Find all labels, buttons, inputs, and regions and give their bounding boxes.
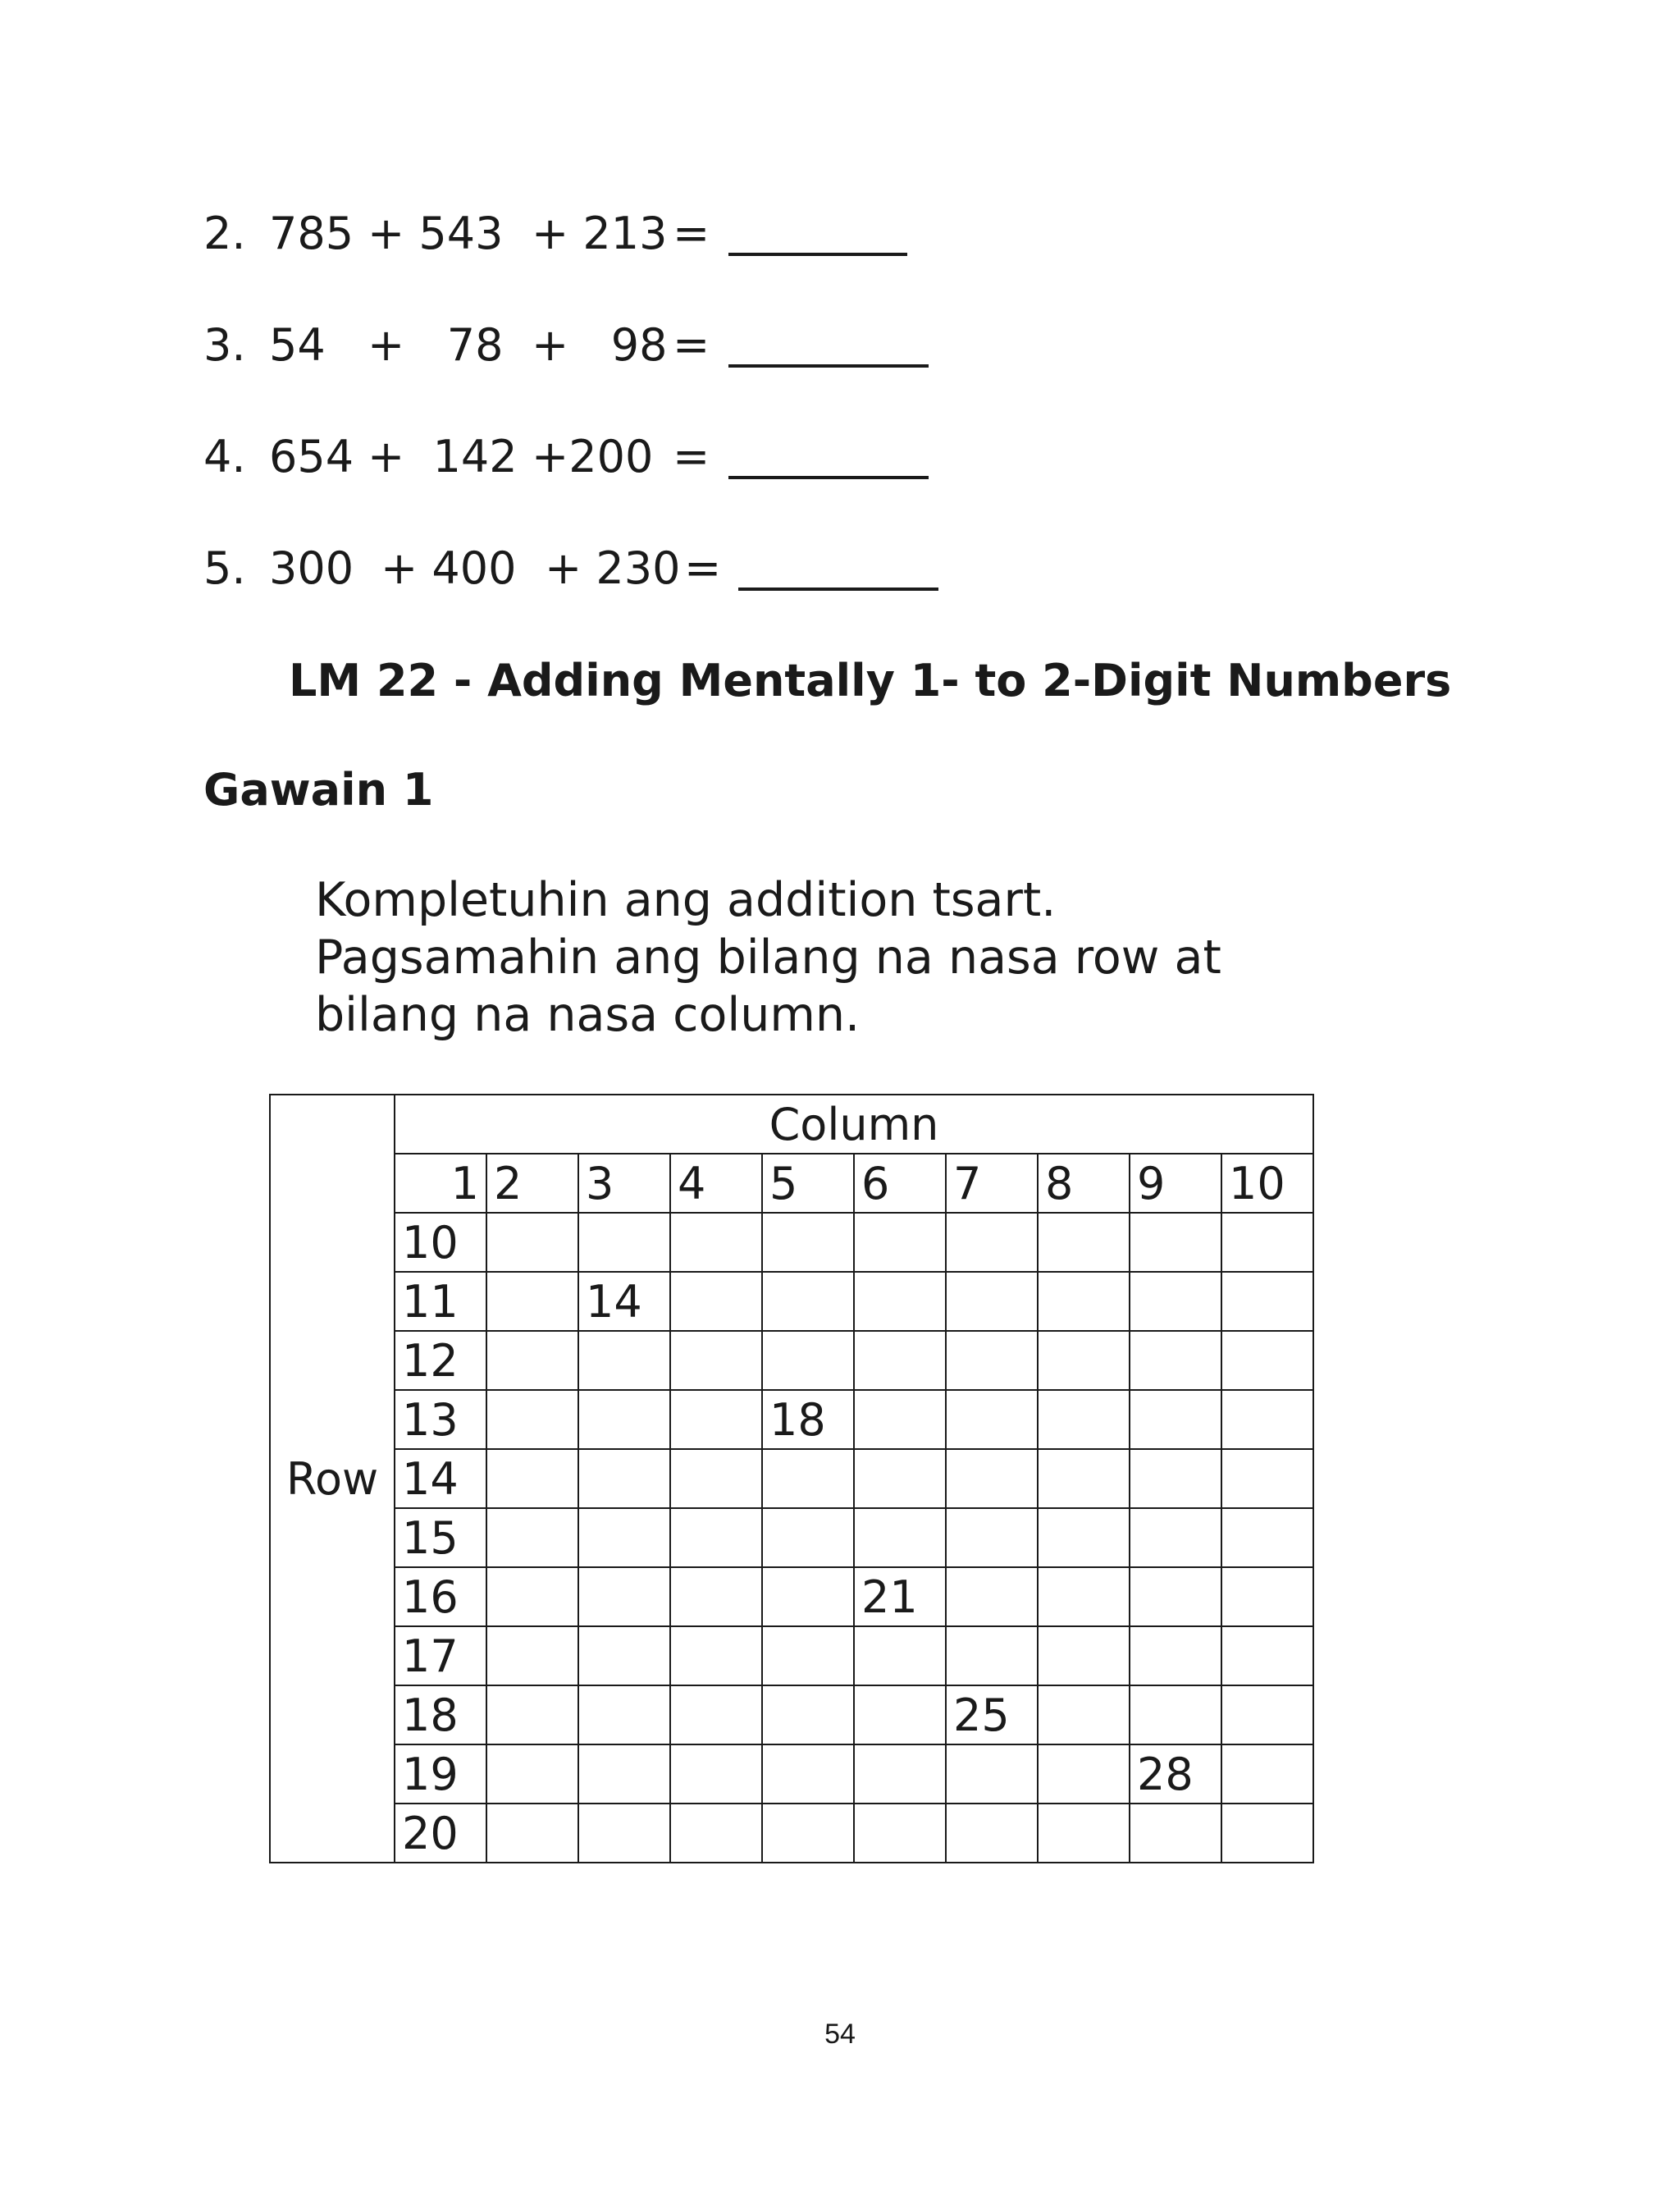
chart-cell[interactable] [670, 1685, 762, 1744]
equals-sign: = [673, 431, 710, 482]
chart-cell[interactable] [946, 1567, 1038, 1626]
problem-number: 4. [203, 431, 246, 482]
activity-title: Gawain 1 [203, 764, 434, 816]
chart-cell[interactable] [670, 1390, 762, 1449]
chart-cell[interactable] [946, 1272, 1038, 1331]
chart-cell[interactable] [1221, 1508, 1313, 1567]
column-header: 10 [1221, 1154, 1313, 1213]
addend: + 400 [381, 542, 517, 594]
addend: + 543 [368, 208, 504, 259]
addend: + 213 [532, 208, 668, 259]
chart-cell[interactable] [578, 1804, 670, 1863]
equals-sign: = [673, 319, 710, 371]
chart-cell[interactable] [670, 1744, 762, 1804]
chart-cell[interactable] [486, 1449, 578, 1508]
chart-cell[interactable] [1221, 1390, 1313, 1449]
column-label: Column [395, 1095, 1313, 1154]
column-header: 4 [670, 1154, 762, 1213]
chart-cell[interactable] [578, 1213, 670, 1272]
addend: 654 [269, 431, 354, 482]
table-row [270, 1567, 1313, 1626]
problem-5 [203, 540, 942, 597]
row-header: 18 [395, 1685, 486, 1744]
chart-cell[interactable] [578, 1744, 670, 1804]
chart-cell[interactable] [1038, 1626, 1130, 1685]
chart-cell[interactable] [1130, 1449, 1221, 1508]
chart-cell[interactable] [578, 1508, 670, 1567]
chart-body [270, 1095, 1313, 1863]
problem-number: 3. [203, 319, 246, 371]
chart-cell[interactable] [670, 1213, 762, 1272]
column-header: 5 [762, 1154, 854, 1213]
instruction-text: Kompletuhin ang addition tsart. Pagsamahin ang bilang na nasa row at bilang na nasa column. [315, 873, 1221, 1042]
answer-blank[interactable] [728, 364, 929, 368]
chart-cell[interactable] [762, 1213, 854, 1272]
chart-cell[interactable] [670, 1567, 762, 1626]
row-header: 12 [395, 1331, 486, 1390]
column-header: 9 [1130, 1154, 1221, 1213]
row-header: 15 [395, 1508, 486, 1567]
problem-2 [203, 205, 942, 263]
chart-cell[interactable] [486, 1626, 578, 1685]
column-header: 3 [578, 1154, 670, 1213]
chart-cell[interactable] [1130, 1508, 1221, 1567]
chart-cell[interactable] [946, 1390, 1038, 1449]
chart-cell[interactable] [486, 1567, 578, 1626]
row-header: 11 [395, 1272, 486, 1331]
chart-cell[interactable] [486, 1272, 578, 1331]
column-header: 7 [946, 1154, 1038, 1213]
chart-cell[interactable] [854, 1626, 946, 1685]
chart-cell[interactable] [946, 1626, 1038, 1685]
chart-cell[interactable] [670, 1508, 762, 1567]
chart-cell[interactable] [946, 1804, 1038, 1863]
chart-cell[interactable] [1130, 1626, 1221, 1685]
chart-cell[interactable] [762, 1804, 854, 1863]
chart-cell[interactable] [854, 1449, 946, 1508]
answer-blank[interactable] [738, 588, 938, 591]
chart-cell[interactable] [486, 1508, 578, 1567]
problem-3 [203, 317, 942, 374]
chart-cell[interactable] [486, 1685, 578, 1744]
table-row [270, 1213, 1313, 1272]
row-label: Row [270, 1095, 395, 1863]
equals-sign: = [673, 208, 710, 259]
row-header: 10 [395, 1213, 486, 1272]
column-header: 6 [854, 1154, 946, 1213]
chart-cell[interactable] [854, 1272, 946, 1331]
lesson-title: LM 22 - Adding Mentally 1- to 2-Digit Numbers [289, 655, 1452, 706]
row-header: 17 [395, 1626, 486, 1685]
chart-cell[interactable] [486, 1744, 578, 1804]
chart-cell[interactable]: 21 [854, 1567, 946, 1626]
chart-cell[interactable] [1130, 1331, 1221, 1390]
table-row [270, 1804, 1313, 1863]
chart-cell[interactable] [486, 1213, 578, 1272]
chart-cell[interactable] [1038, 1744, 1130, 1804]
chart-cell[interactable] [578, 1390, 670, 1449]
table-row [270, 1449, 1313, 1508]
chart-cell[interactable] [1038, 1272, 1130, 1331]
chart-cell[interactable] [578, 1685, 670, 1744]
answer-blank[interactable] [728, 476, 929, 479]
chart-cell[interactable] [854, 1508, 946, 1567]
table-row [270, 1331, 1313, 1390]
row-header: 20 [395, 1804, 486, 1863]
addend: 300 [269, 542, 354, 594]
chart-cell[interactable] [854, 1744, 946, 1804]
chart-cell[interactable] [578, 1449, 670, 1508]
row-header: 14 [395, 1449, 486, 1508]
chart-cell[interactable] [762, 1272, 854, 1331]
chart-cell[interactable] [578, 1626, 670, 1685]
chart-cell[interactable] [1130, 1685, 1221, 1744]
addend: + 142 [368, 431, 518, 482]
chart-cell[interactable] [762, 1449, 854, 1508]
chart-cell[interactable] [1221, 1685, 1313, 1744]
table-row [270, 1744, 1313, 1804]
chart-cell[interactable] [946, 1213, 1038, 1272]
column-title-row [270, 1095, 1313, 1154]
chart-cell[interactable]: 18 [762, 1390, 854, 1449]
chart-cell[interactable] [946, 1508, 1038, 1567]
addend: +200 [532, 431, 654, 482]
chart-cell[interactable] [946, 1449, 1038, 1508]
table-row [270, 1626, 1313, 1685]
chart-cell[interactable] [1038, 1804, 1130, 1863]
chart-cell[interactable] [762, 1626, 854, 1685]
addend: 785 [269, 208, 354, 259]
table-row [270, 1508, 1313, 1567]
chart-cell[interactable] [1130, 1390, 1221, 1449]
chart-cell[interactable] [762, 1685, 854, 1744]
chart-cell[interactable] [670, 1331, 762, 1390]
table-row [270, 1272, 1313, 1331]
addend: + 78 [368, 319, 504, 371]
page-number: 54 [824, 2019, 856, 2050]
chart-cell[interactable] [1221, 1272, 1313, 1331]
chart-cell[interactable]: 14 [578, 1272, 670, 1331]
chart-cell[interactable] [1130, 1567, 1221, 1626]
chart-cell[interactable] [1221, 1804, 1313, 1863]
chart-cell[interactable] [1038, 1449, 1130, 1508]
chart-cell[interactable] [486, 1804, 578, 1863]
chart-cell[interactable] [1130, 1804, 1221, 1863]
equals-sign: = [684, 542, 722, 594]
chart-cell[interactable] [946, 1744, 1038, 1804]
addend: + 98 [532, 319, 668, 371]
chart-cell[interactable] [486, 1390, 578, 1449]
addend: + 230 [545, 542, 681, 594]
chart-cell[interactable] [1038, 1508, 1130, 1567]
table-row [270, 1685, 1313, 1744]
chart-cell[interactable] [854, 1390, 946, 1449]
chart-cell[interactable] [1130, 1272, 1221, 1331]
chart-cell[interactable] [670, 1449, 762, 1508]
column-header: 8 [1038, 1154, 1130, 1213]
chart-cell[interactable] [1038, 1331, 1130, 1390]
chart-cell[interactable] [1221, 1331, 1313, 1390]
table-row [270, 1390, 1313, 1449]
problem-4 [203, 428, 942, 486]
chart-cell[interactable] [1038, 1390, 1130, 1449]
chart-cell[interactable]: 25 [946, 1685, 1038, 1744]
chart-cell[interactable] [762, 1508, 854, 1567]
chart-cell[interactable] [486, 1331, 578, 1390]
chart-cell[interactable] [1221, 1213, 1313, 1272]
chart-cell[interactable] [1038, 1213, 1130, 1272]
column-header: 1 [395, 1154, 486, 1213]
row-header: 16 [395, 1567, 486, 1626]
chart-cell[interactable] [854, 1804, 946, 1863]
row-header: 13 [395, 1390, 486, 1449]
chart-cell[interactable]: 28 [1130, 1744, 1221, 1804]
chart-cell[interactable] [1221, 1567, 1313, 1626]
chart-cell[interactable] [1130, 1213, 1221, 1272]
chart-cell[interactable] [854, 1331, 946, 1390]
chart-cell[interactable] [1221, 1449, 1313, 1508]
addition-chart [269, 1094, 1314, 1863]
column-header: 2 [486, 1154, 578, 1213]
problem-number: 5. [203, 542, 246, 594]
chart-cell[interactable] [946, 1331, 1038, 1390]
chart-cell[interactable] [670, 1804, 762, 1863]
chart-cell[interactable] [1221, 1744, 1313, 1804]
chart-cell[interactable] [762, 1567, 854, 1626]
chart-cell[interactable] [762, 1331, 854, 1390]
chart-cell[interactable] [1038, 1567, 1130, 1626]
problem-number: 2. [203, 208, 246, 259]
column-header-row [270, 1154, 1313, 1213]
chart-cell[interactable] [578, 1567, 670, 1626]
chart-cell[interactable] [670, 1272, 762, 1331]
answer-blank[interactable] [728, 253, 907, 256]
chart-cell[interactable] [762, 1744, 854, 1804]
chart-cell[interactable] [1221, 1626, 1313, 1685]
chart-cell[interactable] [1038, 1685, 1130, 1744]
chart-cell[interactable] [670, 1626, 762, 1685]
chart-cell[interactable] [854, 1213, 946, 1272]
addend: 54 [269, 319, 326, 371]
chart-cell[interactable] [578, 1331, 670, 1390]
row-header: 19 [395, 1744, 486, 1804]
chart-cell[interactable] [854, 1685, 946, 1744]
